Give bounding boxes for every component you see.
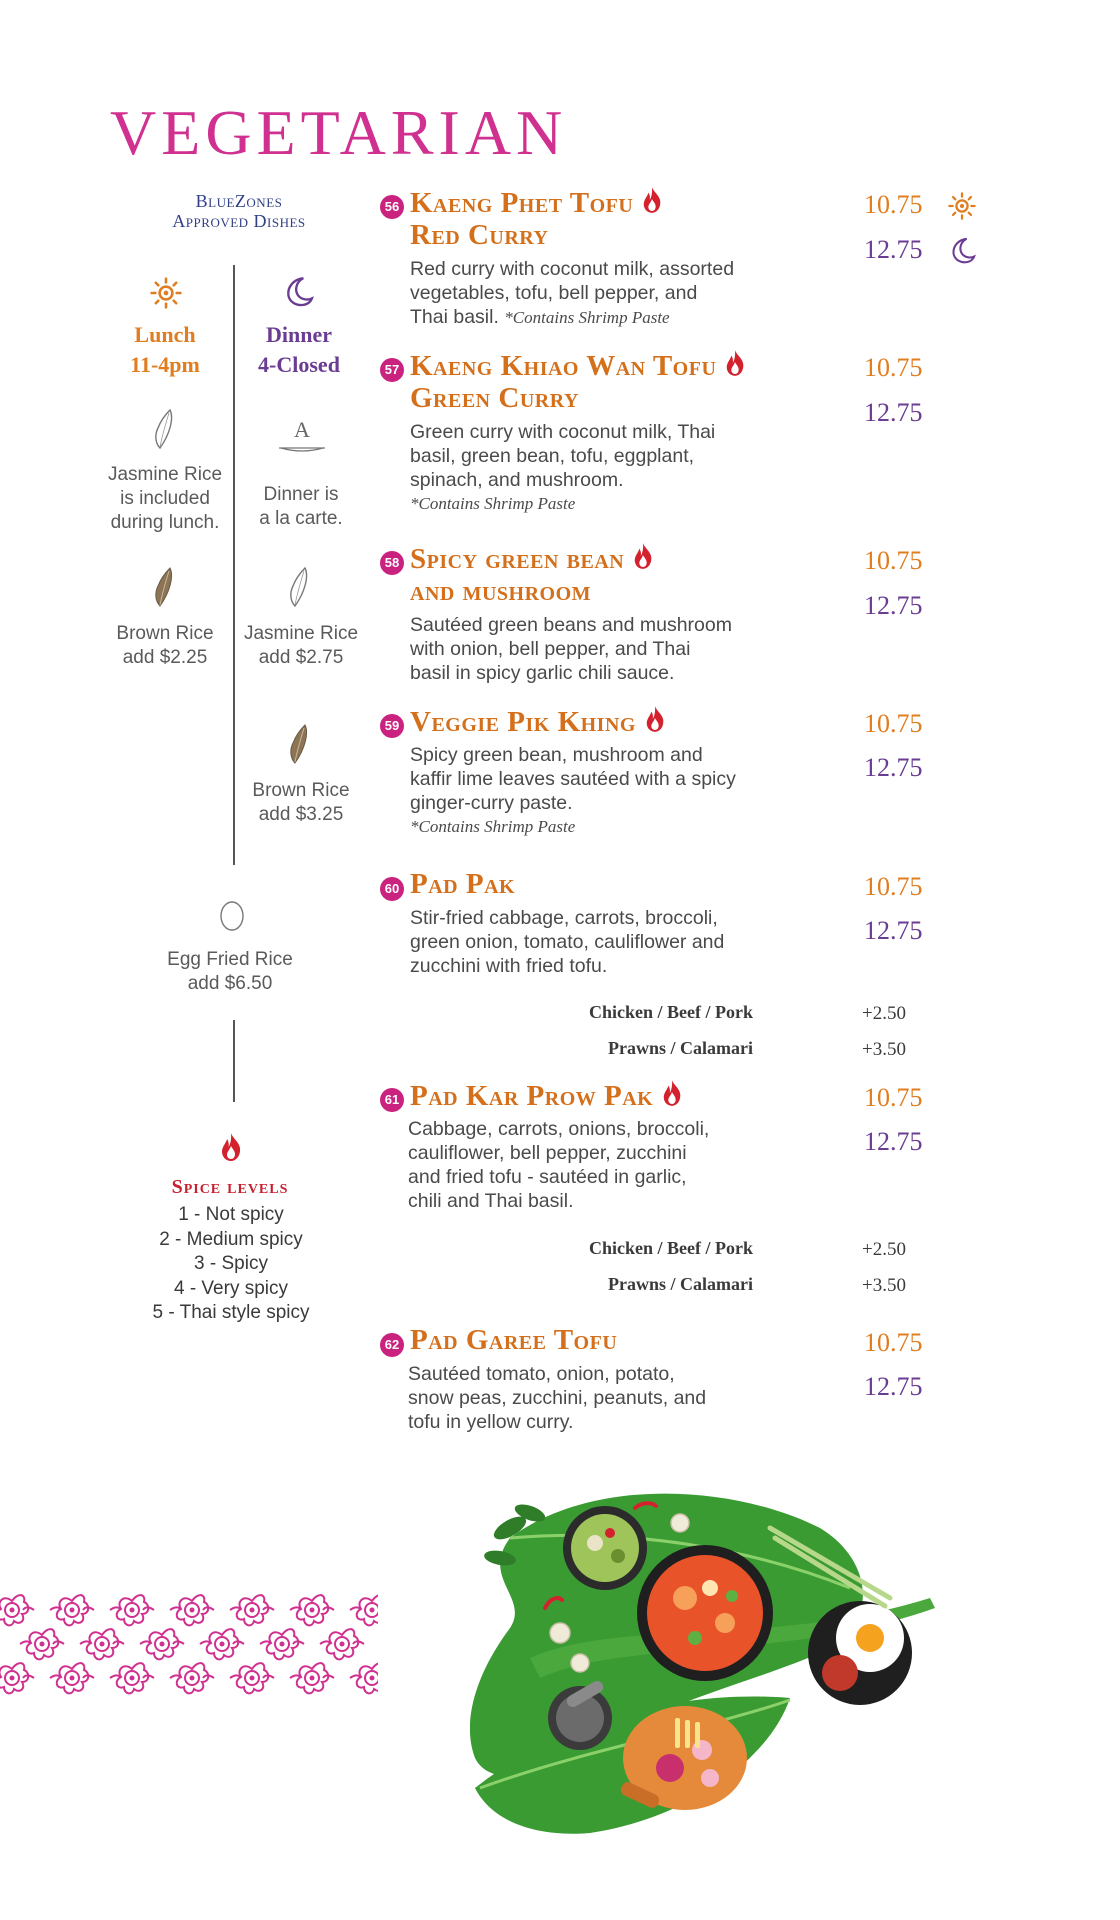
note-line: Dinner is	[263, 484, 339, 505]
page-title: VEGETARIAN	[110, 97, 568, 168]
lunch-price: 10.75	[864, 190, 923, 219]
plate-letter: A	[294, 417, 310, 442]
bluezones-line1: BlueZones	[195, 191, 283, 211]
dish-description	[408, 1117, 788, 1213]
rice-grain-icon	[152, 408, 176, 452]
moon-icon	[282, 275, 314, 307]
addon-label: Prawns / Calamari	[608, 1038, 753, 1058]
note-line: is included	[120, 488, 210, 509]
note-line: Egg Fried Rice	[167, 949, 293, 970]
thai-food-illustration	[470, 1488, 940, 1838]
jasmine-lunch-note	[80, 463, 250, 535]
desc-line: vegetables, tofu, bell pepper, and	[410, 282, 698, 304]
spice-level: 3 - Spicy	[194, 1253, 268, 1274]
shrimp-paste-note: *Contains Shrimp Paste	[410, 494, 576, 513]
lunch-price: 10.75	[864, 546, 923, 575]
desc-line: Sautéed green beans and mushroom	[410, 614, 732, 636]
note-line: add $2.25	[122, 647, 208, 668]
dish-name-line2: Green Curry	[410, 382, 579, 414]
divider-short	[233, 1020, 235, 1102]
note-line: a la carte.	[259, 508, 343, 529]
chili-flame-icon	[661, 1079, 683, 1107]
desc-line: kaffir lime leaves sautéed with a spicy	[410, 768, 736, 790]
note-line: add $2.75	[258, 647, 344, 668]
desc-line: Spicy green bean, mushroom and	[410, 744, 703, 766]
dinner-carte-note	[226, 483, 376, 531]
desc-line: Cabbage, carrots, onions, broccoli,	[408, 1118, 710, 1140]
lunch-price: 10.75	[864, 872, 923, 901]
desc-line: Sautéed tomato, onion, potato,	[408, 1363, 675, 1385]
item-number-badge: 61	[380, 1088, 404, 1112]
dish-name-line2: Red Curry	[410, 219, 549, 251]
desc-line: green onion, tomato, cauliflower and	[410, 931, 725, 953]
dinner-price: 12.75	[864, 591, 923, 620]
rice-grain-icon	[287, 566, 311, 610]
dish-description	[410, 420, 790, 516]
dish-name-line1: Veggie Pik Khing	[410, 706, 636, 738]
dish-name	[410, 542, 654, 576]
dish-name	[410, 1079, 683, 1113]
note-line: during lunch.	[110, 512, 220, 533]
brown-dinner-note	[226, 779, 376, 827]
dish-name-line1: Pad Kar Prow Pak	[410, 1080, 654, 1112]
note-line: Jasmine Rice	[243, 623, 359, 644]
dome-plate-icon	[277, 418, 327, 456]
lunch-price: 10.75	[864, 1083, 923, 1112]
desc-line: spinach, and mushroom.	[410, 469, 624, 491]
note-line: Brown Rice	[252, 780, 350, 801]
dinner-heading	[234, 320, 364, 380]
chili-flame-icon	[641, 186, 663, 214]
desc-line: Stir-fried cabbage, carrots, broccoli,	[410, 907, 718, 929]
dish-name-line1: Kaeng Phet Tofu	[410, 187, 634, 219]
dinner-price: 12.75	[864, 753, 923, 782]
spice-level: 2 - Medium spicy	[159, 1228, 303, 1250]
desc-line: snow peas, zucchini, peanuts, and	[408, 1387, 707, 1409]
column-divider	[233, 265, 235, 865]
dish-name	[410, 186, 663, 220]
item-number-badge: 59	[380, 714, 404, 738]
chili-flame-icon	[632, 542, 654, 570]
lunch-price: 10.75	[864, 1328, 923, 1357]
lunch-heading	[100, 320, 230, 380]
dish-description	[410, 906, 790, 978]
brown-lunch-note	[80, 622, 250, 670]
dish-description	[410, 613, 790, 685]
brown-rice-icon	[287, 723, 311, 767]
item-number-badge: 56	[380, 195, 404, 219]
desc-line: cauliflower, bell pepper, zucchini	[408, 1142, 687, 1164]
addon-price: +3.50	[862, 1039, 906, 1060]
dish-description	[408, 1362, 788, 1434]
item-number-badge: 57	[380, 358, 404, 382]
addon-price: +2.50	[862, 1003, 906, 1024]
chili-flame-icon	[219, 1132, 243, 1162]
egg-icon	[217, 897, 247, 933]
dish-name-line1: Spicy green bean	[410, 543, 625, 575]
spice-level: 1 - Not spicy	[178, 1204, 284, 1225]
dinner-label: Dinner	[266, 322, 332, 347]
egg-fried-rice-note	[140, 948, 320, 996]
spice-levels	[120, 1203, 342, 1326]
dish-description	[410, 743, 790, 839]
moon-icon	[948, 236, 976, 264]
dinner-price: 12.75	[864, 398, 923, 427]
spice-level: 5 - Thai style spicy	[152, 1302, 310, 1323]
desc-line: Red curry with coconut milk, assorted	[410, 258, 735, 280]
desc-line: ginger-curry paste.	[410, 792, 573, 814]
desc-line: and fried tofu - sautéed in garlic,	[408, 1166, 687, 1188]
dinner-price: 12.75	[864, 1372, 923, 1401]
note-line: Brown Rice	[116, 623, 214, 644]
dinner-price: 12.75	[864, 235, 923, 264]
spice-heading: Spice levels	[171, 1176, 289, 1198]
dish-name: Pad Pak	[410, 868, 516, 900]
lunch-price: 10.75	[864, 353, 923, 382]
desc-line: chili and Thai basil.	[408, 1190, 574, 1212]
addon-label: Prawns / Calamari	[608, 1274, 753, 1294]
addon-label: Chicken / Beef / Pork	[589, 1238, 753, 1258]
shrimp-paste-note: *Contains Shrimp Paste	[504, 308, 670, 327]
note-line: add $6.50	[187, 973, 273, 994]
spice-level: 4 - Very spicy	[173, 1277, 289, 1299]
desc-line: basil, green bean, tofu, eggplant,	[410, 445, 695, 467]
bluezones-label	[134, 191, 344, 231]
item-number-badge: 62	[380, 1333, 404, 1357]
lotus-pattern	[0, 1592, 378, 1702]
desc-line: basil in spicy garlic chili sauce.	[410, 662, 675, 684]
lunch-hours: 11-4pm	[130, 352, 200, 377]
desc-line: Green curry with coconut milk, Thai	[410, 421, 716, 443]
dish-name-line2: and mushroom	[410, 575, 592, 607]
item-number-badge: 60	[380, 877, 404, 901]
dinner-hours: 4-Closed	[258, 352, 340, 377]
chili-flame-icon	[644, 705, 666, 733]
dinner-price: 12.75	[864, 916, 923, 945]
note-line: add $3.25	[258, 804, 344, 825]
sun-icon	[948, 192, 976, 220]
dish-name-line1: Kaeng Khiao Wan Tofu	[410, 350, 717, 382]
shrimp-paste-note: *Contains Shrimp Paste	[410, 817, 576, 836]
dinner-price: 12.75	[864, 1127, 923, 1156]
bluezones-line2: Approved Dishes	[172, 211, 306, 231]
desc-line: tofu in yellow curry.	[408, 1411, 574, 1433]
dish-name	[410, 705, 666, 739]
note-line: Jasmine Rice	[107, 464, 223, 485]
addon-label: Chicken / Beef / Pork	[589, 1002, 753, 1022]
desc-line: Thai basil.	[410, 306, 499, 328]
sun-icon	[150, 277, 182, 309]
chili-flame-icon	[724, 349, 746, 377]
lunch-price: 10.75	[864, 709, 923, 738]
desc-line: with onion, bell pepper, and Thai	[410, 638, 691, 660]
dish-name	[410, 349, 746, 383]
addon-price: +2.50	[862, 1239, 906, 1260]
jasmine-dinner-note	[226, 622, 376, 670]
dish-name: Pad Garee Tofu	[410, 1324, 618, 1356]
addon-price: +3.50	[862, 1275, 906, 1296]
lunch-label: Lunch	[134, 322, 196, 347]
dish-description	[410, 257, 790, 330]
brown-rice-icon	[152, 566, 176, 610]
item-number-badge: 58	[380, 551, 404, 575]
desc-line: zucchini with fried tofu.	[410, 955, 608, 977]
